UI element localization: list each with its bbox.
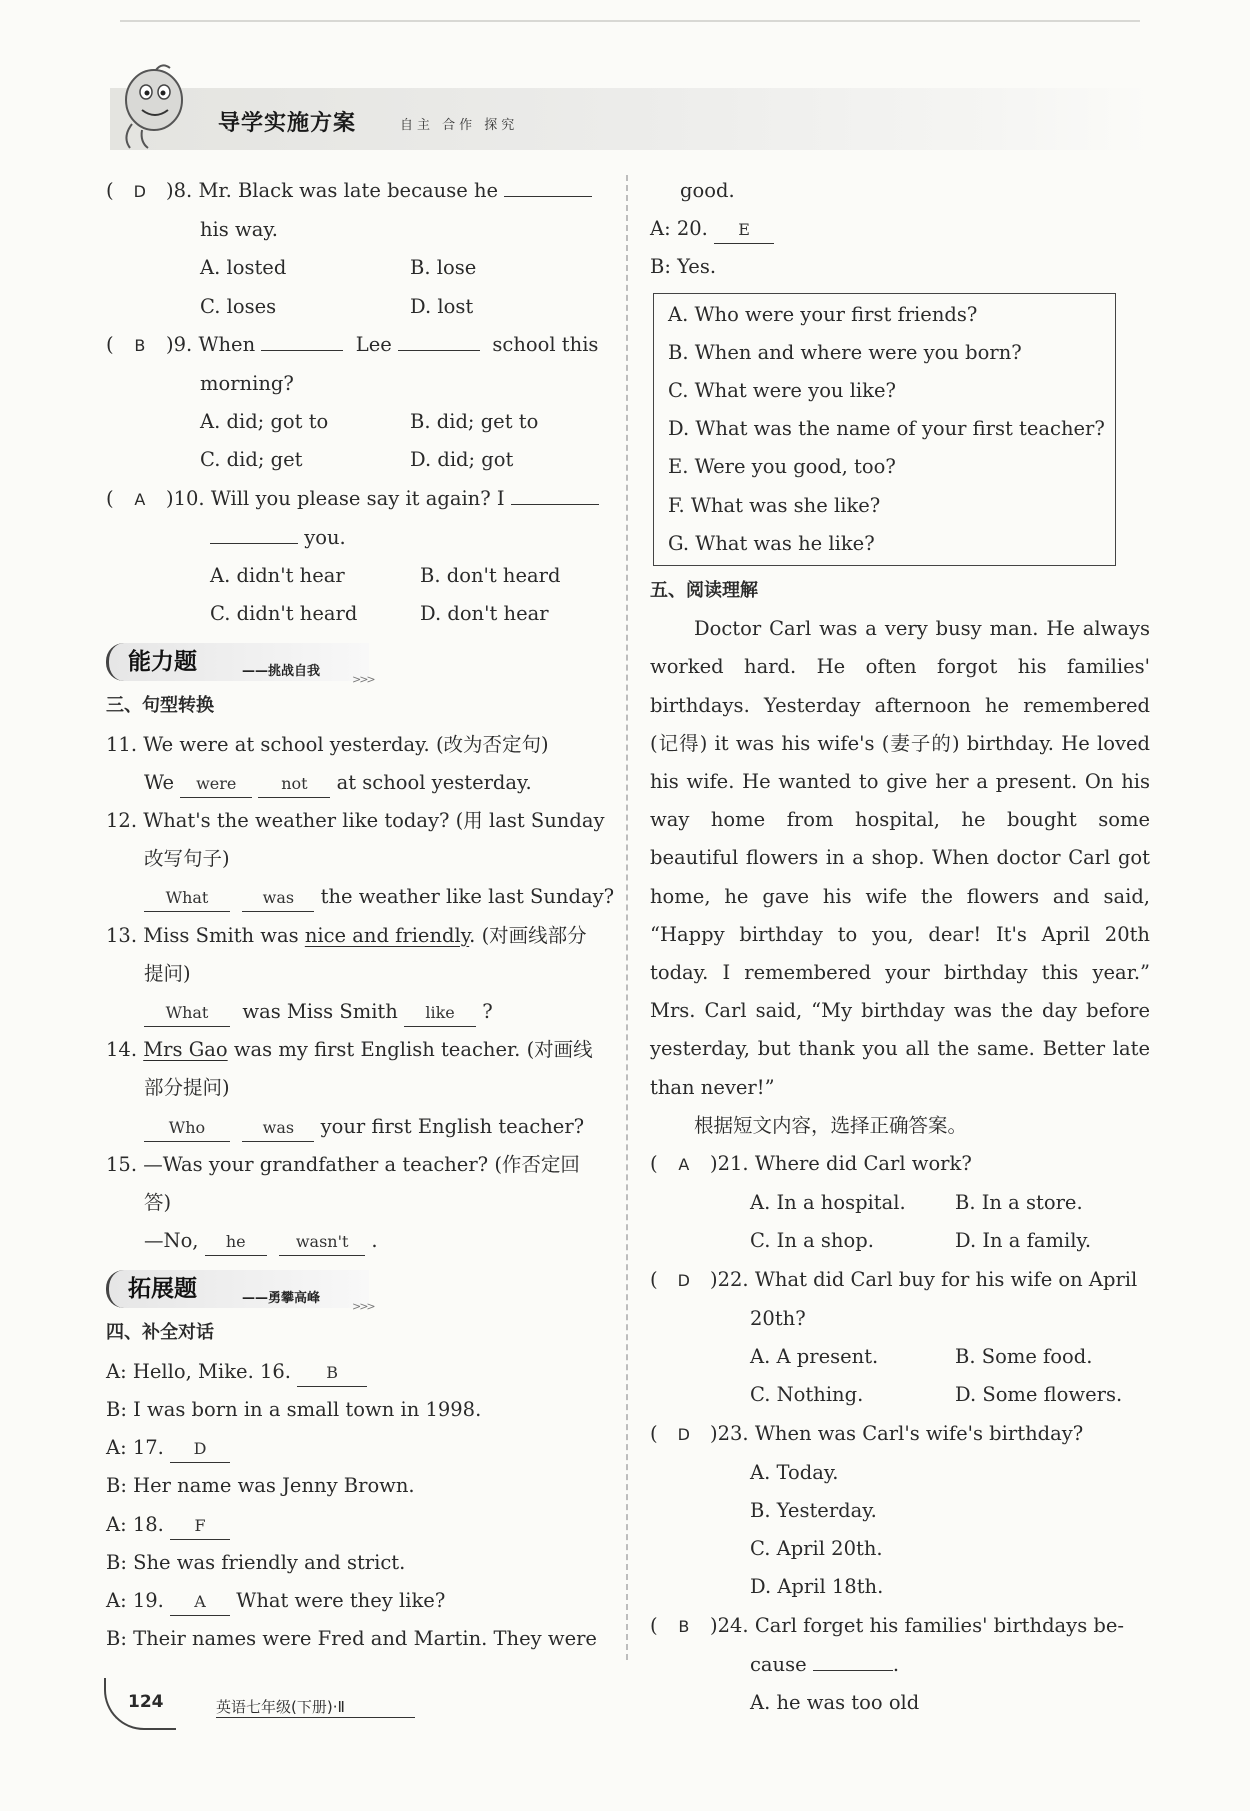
question-21: ( A )21. Where did Carl work? [650, 1145, 1150, 1184]
dialog-line: B: Her name was Jenny Brown. [106, 1474, 415, 1498]
question-9: ( B )9. When Lee school this [106, 326, 611, 365]
blank [398, 350, 480, 351]
box-option: G. What was he like? [668, 531, 875, 555]
blank [261, 350, 343, 351]
box-option: F. What was she like? [668, 493, 881, 517]
blank [813, 1670, 893, 1671]
answer-mark: D [133, 182, 146, 201]
answer-mark: D [677, 1270, 690, 1290]
section-4-title: 四、补全对话 [106, 1322, 214, 1344]
blank [210, 543, 298, 544]
options-box [653, 293, 1116, 566]
page-header [110, 88, 1150, 150]
blank [504, 196, 592, 197]
answer-mark: A [134, 489, 146, 509]
header-title: 导学实施方案 [218, 111, 357, 136]
left-column: ( D )8. Mr. Black was late because he his way. A. losted B. lose C. loses D. lost ( B )9. When Lee school this morning? A. did; got to B. did; get to C. did; get D. did; got ( A )10. Will you please say it again? I you. A. didn't hear B. don't heard C. didn't heard D. don't hear 能力题 ——挑战自我 >>> 三、句型转换 11. We were at school yesterday. (改为否定句) We were not at school yesterday. 12. What's the weather like today? (用 last Sunday 改写句子) What was the weather like last Sunday? 13. Miss Smith was nice and friendly. (对画线部分 提问) What was Miss Smith like ? 14. Mrs Gao was my first English teacher. (对画线 部分提问) Who was your first English teacher? 15. —Was your grandfather a teacher? (作否定回 答) —No, he wasn't . 拓展题 ——勇攀高峰 >>> 四、补全对话 A: Hello, Mike. 16. B B: I was born in a small town in 1998. A: 17. D B: Her name was Jenny Brown. A: 18. F B: She was friendly and strict. A: 19. A What were they like? B: Their names were Fred and Martin. They were [106, 172, 611, 1658]
dialog-line: A: 17. D [106, 1429, 611, 1467]
reading-passage: Doctor Carl was a very busy man. He always worked hard. He often forgot his families' birthdays. Yesterday afternoon he remembered (记得) it was his wife's (妻子的) birthday. He loved his wife. He wanted to give her a present. On his way home from hospital, he bought some beautiful flowers in a shop. When doctor Carl got home, he gave his wife the flowers and said, “Happy birthday to you, dear! It's April 20th today. I remembered your birthday this year.” Mrs. Carl said, “My birthday was the day before yesterday, but thank you all the same. Better late than never!” [650, 617, 1150, 1099]
question-22: ( D )22. What did Carl buy for his wife on April [650, 1261, 1150, 1300]
question-24: ( B )24. Carl forget his families' birthdays be- [650, 1607, 1150, 1646]
answer-mark: D [677, 1424, 690, 1444]
dialog-line: A: Hello, Mike. 16. B [106, 1353, 611, 1391]
sentence-14: 14. Mrs Gao was my first English teacher. (对画线 [106, 1038, 593, 1062]
page-number: 124 [128, 1692, 164, 1712]
arrow-icon: >>> [352, 1300, 374, 1314]
box-option: C. What were you like? [668, 379, 896, 403]
answer-mark: B [678, 1616, 690, 1636]
sentence-13: 13. Miss Smith was nice and friendly. (对画线部分 [106, 923, 587, 947]
dialog-line: A: 18. F [106, 1506, 611, 1544]
dialog-line: A: 19. A What were they like? [106, 1582, 611, 1620]
header-tags: 自主 合作 探究 [400, 118, 519, 133]
box-option: A. Who were your first friends? [668, 302, 978, 326]
book-title: 英语七年级(下册)·Ⅱ [216, 1696, 415, 1718]
answer-mark: A [678, 1155, 690, 1175]
sentence-12: 12. What's the weather like today? (用 last Sunday [106, 809, 605, 833]
question-8: ( D )8. Mr. Black was late because he [106, 172, 611, 211]
question-10: ( A )10. Will you please say it again? I [106, 480, 611, 519]
page-footer [104, 1672, 464, 1732]
section-5-title: 五、阅读理解 [650, 580, 758, 602]
right-column: good. A: 20. E B: Yes. A. Who were your first friends? B. When and where were you born? C. What were you like? D. What was the name of your first teacher? E. Were you good, too? F. What was she like? G. What was he like? 五、阅读理解 Doctor Carl was a very busy man. He always worked hard. He often forgot his families' birthdays. Yesterday afternoon he remembered (记得) it was his wife's (妻子的) birthday. He loved his wife. He wanted to give her a present. On his way home from hospital, he bought some beautiful flowers in a shop. When doctor Carl got home, he gave his wife the flowers and said, “Happy birthday to you, dear! It's April 20th today. I remembered your birthday this year.” Mrs. Carl said, “My birthday was the day before yesterday, but thank you all the same. Better late than never!” 根据短文内容，选择正确答案。 ( A )21. Where did Carl work? A. In a hospital. B. In a store. C. In a shop. D. In a family. ( D )22. What did Carl buy for his wife on April 20th? A. A present. B. Some food. C. Nothing. D. Some flowers. ( D )23. When was Carl's wife's birthday? A. Today. B. Yesterday. C. April 20th. D. April 18th. ( B )24. Carl forget his families' birthdays be- cause . A. he was too old [650, 172, 1150, 1722]
box-option: E. Were you good, too? [668, 455, 896, 479]
dialog-line: good. [680, 179, 735, 202]
arrow-icon: >>> [352, 673, 374, 687]
reading-instruction: 根据短文内容，选择正确答案。 [694, 1113, 968, 1137]
dialog-line: A: 20. E [650, 210, 1150, 248]
box-option: B. When and where were you born? [668, 340, 1022, 364]
section-3-title: 三、句型转换 [106, 695, 214, 717]
dialog-line: B: Their names were Fred and Martin. They were [106, 1627, 597, 1651]
sentence-11: 11. We were at school yesterday. (改为否定句) [106, 732, 549, 756]
blank [511, 504, 599, 505]
banner-extension: 拓展题 ——勇攀高峰 >>> [106, 1266, 611, 1312]
column-divider [626, 175, 628, 1660]
sentence-15: 15. —Was your grandfather a teacher? (作否定回 [106, 1152, 580, 1176]
answer-mark: B [134, 335, 146, 355]
question-23: ( D )23. When was Carl's wife's birthday? [650, 1415, 1150, 1454]
banner-ability: 能力题 ——挑战自我 >>> [106, 639, 611, 685]
mascot-icon [112, 62, 190, 152]
dialog-line: B: Yes. [650, 255, 717, 279]
box-option: D. What was the name of your first teacher? [668, 417, 1105, 441]
dialog-line: B: I was born in a small town in 1998. [106, 1397, 482, 1421]
dialog-line: B: She was friendly and strict. [106, 1550, 406, 1574]
top-rule [120, 20, 1140, 22]
